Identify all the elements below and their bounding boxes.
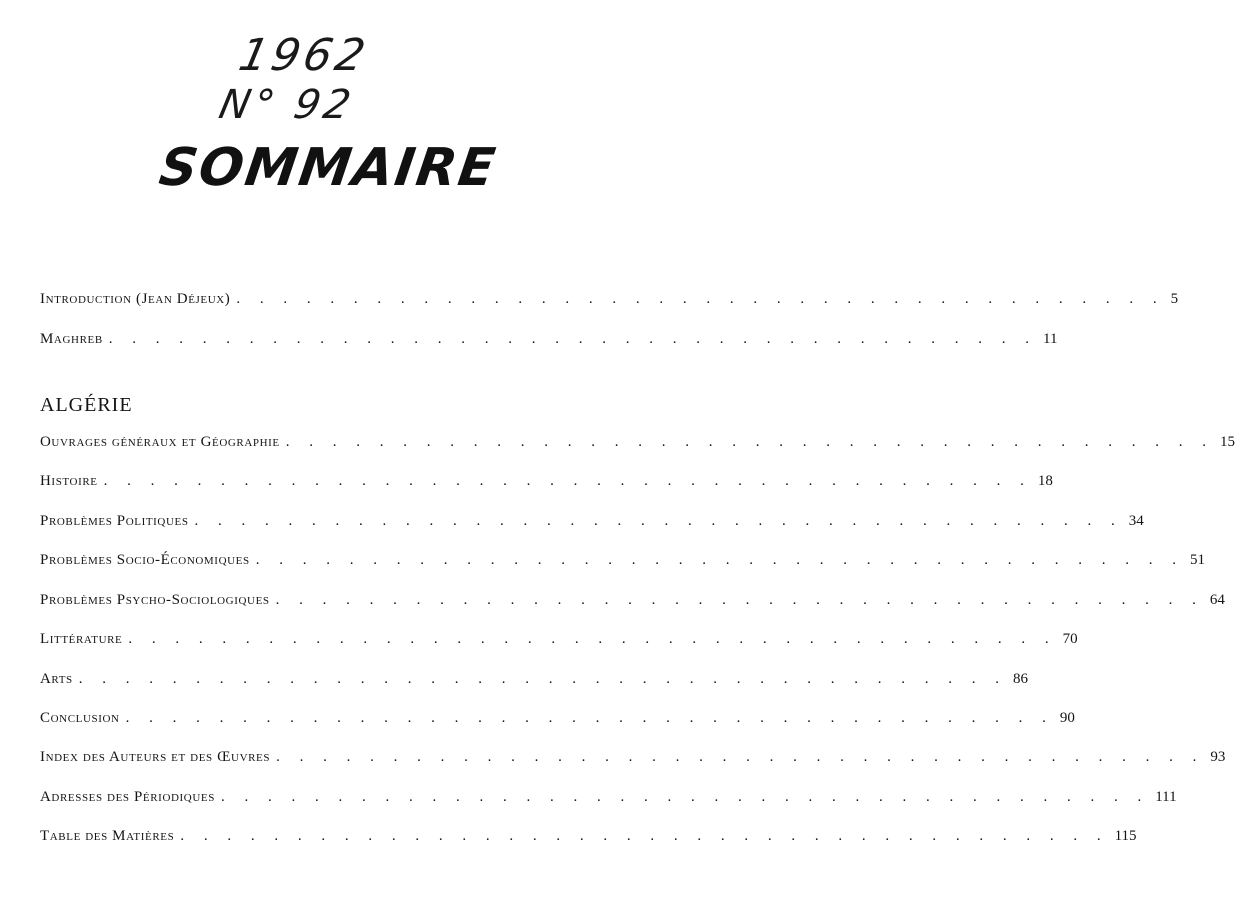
toc-entry-page: 64 bbox=[1209, 592, 1225, 608]
leader-dots: . . . . . . . . . . . . . . . . . . . . . . . . . . . . . . . . . . . . . . . . bbox=[180, 828, 1109, 844]
toc-entry-page: 11 bbox=[1043, 331, 1058, 347]
toc-entry-label: Littérature bbox=[40, 631, 123, 647]
toc-entry bbox=[40, 819, 1137, 845]
section-heading-algerie: ALGÉRIE bbox=[40, 394, 133, 416]
toc-entry bbox=[40, 622, 1078, 648]
toc-entry bbox=[40, 543, 1205, 569]
toc-entry bbox=[40, 662, 1028, 688]
toc-entry-label: Problèmes Socio-Économiques bbox=[40, 552, 250, 568]
toc-entry-label: Conclusion bbox=[40, 710, 120, 726]
toc-entry bbox=[40, 464, 1053, 490]
toc-entry-label: Problèmes Psycho-Sociologiques bbox=[40, 592, 270, 608]
toc-entry bbox=[40, 701, 1075, 727]
leader-dots: . . . . . . . . . . . . . . . . . . . . . . . . . . . . . . . . . . . . . . . . bbox=[128, 631, 1057, 647]
toc-entry-page: 15 bbox=[1219, 434, 1235, 450]
toc-entry-label: Maghreb bbox=[40, 331, 103, 347]
toc-entry-page: 34 bbox=[1128, 513, 1144, 529]
toc-entry-label: Problèmes Politiques bbox=[40, 513, 189, 529]
toc-entry-page: 70 bbox=[1062, 631, 1078, 647]
toc-entry bbox=[40, 425, 1235, 451]
leader-dots: . . . . . . . . . . . . . . . . . . . . . . . . . . . . . . . . . . . . . . . . bbox=[78, 671, 1007, 687]
leader-dots: . . . . . . . . . . . . . . . . . . . . . . . . . . . . . . . . . . . . . . . . bbox=[220, 789, 1150, 805]
toc-entry-page: 115 bbox=[1114, 828, 1137, 844]
leader-dots: . . . . . . . . . . . . . . . . . . . . . . . . . . . . . . . . . . . . . . . . bbox=[125, 710, 1054, 726]
toc-entry-label: Histoire bbox=[40, 473, 98, 489]
toc-entry-label: Arts bbox=[40, 671, 73, 687]
leader-dots: . . . . . . . . . . . . . . . . . . . . . . . . . . . . . . . . . . . . . . . . bbox=[276, 749, 1205, 765]
toc-entry-page: 111 bbox=[1155, 789, 1177, 805]
toc-entry-label: Adresses des Périodiques bbox=[40, 789, 215, 805]
leader-dots: . . . . . . . . . . . . . . . . . . . . . . . . . . . . . . . . . . . . . . . . bbox=[285, 434, 1214, 450]
toc-entry-label: Table des Matières bbox=[40, 828, 175, 844]
toc-entry-label: Introduction (Jean Déjeux) bbox=[40, 291, 231, 307]
toc-entry-page: 18 bbox=[1037, 473, 1053, 489]
leader-dots: . . . . . . . . . . . . . . . . . . . . . . . . . . . . . . . . . . . . . . . . bbox=[275, 592, 1204, 608]
toc-entry bbox=[40, 740, 1226, 766]
toc-entry-page: 93 bbox=[1210, 749, 1226, 765]
toc-entry bbox=[40, 583, 1225, 609]
toc-entry bbox=[40, 504, 1144, 530]
toc-entry-page: 90 bbox=[1059, 710, 1075, 726]
toc-entry bbox=[40, 322, 1058, 348]
toc-entry bbox=[40, 282, 1179, 308]
handwritten-issue-number: N° 92 bbox=[215, 82, 359, 128]
toc-entry-label: Ouvrages généraux et Géographie bbox=[40, 434, 280, 450]
leader-dots: . . . . . . . . . . . . . . . . . . . . . . . . . . . . . . . . . . . . . . . . bbox=[108, 331, 1038, 347]
toc-entry-page: 51 bbox=[1189, 552, 1205, 568]
toc-entry-label: Index des Auteurs et des Œuvres bbox=[40, 749, 271, 765]
page-title: SOMMAIRE bbox=[155, 138, 501, 198]
toc-entry bbox=[40, 780, 1177, 806]
leader-dots: . . . . . . . . . . . . . . . . . . . . . . . . . . . . . . . . . . . . . . . . bbox=[255, 552, 1184, 568]
handwritten-year: 1962 bbox=[234, 30, 374, 81]
leader-dots: . . . . . . . . . . . . . . . . . . . . . . . . . . . . . . . . . . . . . . . . bbox=[194, 513, 1123, 529]
toc-entry-page: 5 bbox=[1170, 291, 1179, 307]
leader-dots: . . . . . . . . . . . . . . . . . . . . . . . . . . . . . . . . . . . . . . . . bbox=[236, 291, 1165, 307]
toc-entry-page: 86 bbox=[1013, 671, 1028, 687]
leader-dots: . . . . . . . . . . . . . . . . . . . . . . . . . . . . . . . . . . . . . . . . bbox=[103, 473, 1032, 489]
